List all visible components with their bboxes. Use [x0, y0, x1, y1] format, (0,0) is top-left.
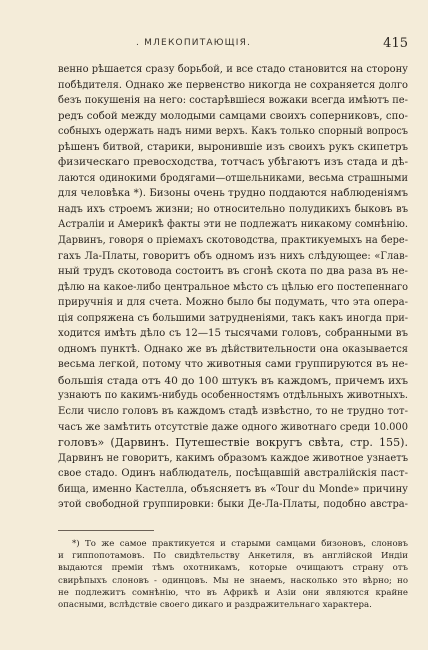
footnote-line: выдаются преміи тѣмъ охотникамъ, которые очищаютъ страну отъ	[58, 563, 408, 574]
text-line: Дарвинъ, говоря о пріемахъ скотоводства, практикуемыхъ на бере-	[58, 235, 408, 247]
text-line: ный трудъ скотовода состоитъ въ сгонѣ скота по два раза въ не-	[58, 266, 408, 278]
text-line: венно рѣшается сразу борьбой, и все стадо становится на сторону	[58, 64, 408, 75]
page-number: 415	[383, 36, 408, 51]
text-line: ходится имѣть дѣло съ 12—15 тысячами головъ, собранными въ	[58, 328, 408, 340]
text-line: побѣдителя. Однако же первенство никогда не сохраняется долго	[58, 79, 408, 91]
page-header	[58, 36, 408, 52]
text-line: Астраліи и Америкѣ факты эти не подлежатъ никакому сомнѣнію.	[58, 219, 408, 231]
text-line: для человѣка *). Бизоны очень трудно поддаются наблюденіямъ	[58, 188, 408, 200]
text-line: головъ» (Дарвинъ. Путешествіе вокругъ свѣта, стр. 155).	[58, 436, 408, 450]
text-line: часъ же замѣтить отсутствіе даже одного животнаго среди 10.000	[58, 421, 408, 433]
footnote-line: не подлежитъ сомнѣнію, что въ Африкѣ и Азіи они являются крайне	[58, 587, 408, 598]
footnote-line: опасными, вслѣдствіе своего дикаго и раздражительнаго характера.	[58, 599, 372, 610]
text-line: физическаго превосходства, тотчасъ убѣгаютъ изъ стада и дѣ-	[58, 156, 408, 169]
text-line: дѣлю на какое-либо центральное мѣсто съ цѣлью его постепеннаго	[58, 281, 408, 293]
footnote-line: *) То же самое практикуется и старыми самцами бизоновъ, слоновъ	[72, 539, 408, 549]
footnote	[58, 538, 408, 611]
text-line: этой свободной группировки: быки Де-Ла-Платы, подобно австра-	[58, 499, 408, 511]
footnote-line: и гиппопотамовъ. По свидѣтельству Анкетиля, въ англійской Индіи	[58, 551, 408, 562]
text-line: весьма легкой, потому что животныя сами группируются въ не-	[58, 359, 408, 371]
footnote-line: свирѣпыхъ слоновъ - одинцовъ. Мы не знаемъ, насколько это вѣрно; но	[58, 575, 408, 586]
running-title: . МЛЕКОПИТАЮЩІЯ.	[136, 38, 252, 48]
text-line: надъ ихъ строемъ жизни; но относительно полудикихъ быковъ въ	[58, 203, 408, 215]
text-line: ція сопряжена съ большими затрудненіями, такъ какъ иногда при-	[58, 312, 408, 324]
main-text	[58, 62, 408, 513]
text-line: свое стадо. Одинъ наблюдатель, посѣщавшій австралійскія паст-	[58, 468, 408, 480]
text-line: приручнія и для счета. Можно было бы подумать, что эта опера-	[58, 297, 408, 309]
text-line: большія стада отъ 40 до 100 штукъ въ каждомъ, причемъ ихъ	[58, 373, 408, 387]
text-line: узнаютъ по какимъ-нибудь особенностямъ отдѣльныхъ животныхъ.	[58, 390, 408, 402]
text-line: безъ покушенія на него: состарѣвшіеся вожаки всегда имѣютъ пе-	[58, 95, 408, 107]
text-line: редъ собой между молодыми самцами своихъ соперниковъ, спо-	[58, 110, 408, 122]
text-line: гахъ Ла-Платы, говоритъ объ одномъ изъ нихъ слѣдующее: «Глав-	[58, 250, 408, 262]
text-line: одномъ пунктѣ. Однако же въ дѣйствительности она оказывается	[58, 343, 408, 355]
text-line: Если число головъ въ каждомъ стадѣ извѣстно, то не трудно тот-	[58, 406, 408, 418]
text-line: рѣшенъ битвой, старики, выронившіе изъ своихъ рукъ скипетръ	[58, 141, 408, 153]
text-line: Дарвинъ не говоритъ, какимъ образомъ каждое животное узнаетъ	[58, 452, 408, 464]
footnote-divider	[58, 530, 154, 531]
text-line: собныхъ одержать надъ ними верхъ. Какъ только спорный вопросъ	[58, 126, 408, 138]
text-line: лаются одинокими бродягами—отшельниками, весьма страшными	[58, 172, 408, 184]
text-line: бища, именно Кастелла, объясняетъ въ «Tour du Monde» причину	[58, 483, 408, 495]
